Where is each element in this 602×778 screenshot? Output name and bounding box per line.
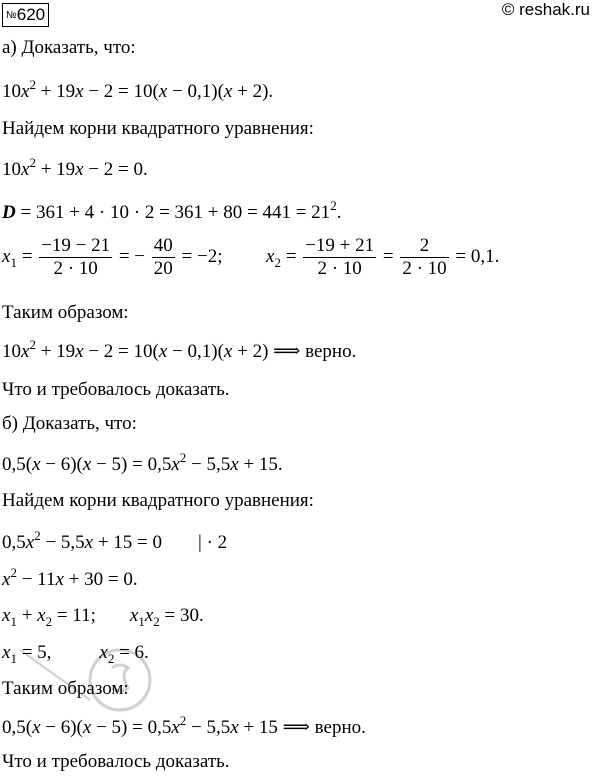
problem-number: 620: [16, 5, 46, 24]
part-b-thus: Таким образом:: [2, 678, 129, 699]
part-b-equation: $0,5x^2 - 5,5x + 15 = 0$ | · 2: [2, 528, 228, 553]
part-b-find-roots: Найдем корни квадратного уравнения:: [2, 490, 314, 511]
part-a-intro: а) Доказать, что:: [2, 37, 136, 58]
x1-fraction-simplified: $\frac{40}{20}$: [153, 235, 173, 280]
discriminant-symbol: D: [2, 202, 16, 223]
part-b-conclusion: $0,5(x - 6)(x - 5) = 0,5x^2 - 5,5x + 15$ ⟹ верно.: [2, 713, 366, 738]
number-sign: №: [6, 10, 17, 21]
part-b-reduced-equation: $x^2 - 11x + 30 = 0$.: [2, 565, 138, 590]
part-b-intro: б) Доказать, что:: [2, 413, 137, 434]
part-b-vieta: $x_1 + x_2 = 11$; $x_1x_2 = 30$.: [2, 605, 204, 629]
watermark-logo: [10, 620, 160, 720]
part-a-qed: Что и требовалось доказать.: [2, 379, 230, 400]
part-a-claim: $10x^2 + 19x - 2 = 10(x - 0,1)(x + 2)$.: [2, 77, 274, 102]
part-a-equation: $10x^2 + 19x - 2 = 0$.: [2, 155, 148, 180]
part-a-roots: $x_1$ = $\frac{-19 - 21}{2 \cdot 10}$ = − $\frac{40}{20}$ = −2; $x_2$ = $\frac{-19 + 21}{2 \cdot 10}$ = $\frac{2}{2 \cdot 10}$ = 0,1.: [2, 235, 500, 280]
part-a-thus: Таким образом:: [2, 302, 129, 323]
source-credit: © reshak.ru: [501, 0, 590, 19]
problem-number-badge: [2, 3, 49, 27]
part-a-conclusion: $10x^2 + 19x - 2 = 10(x - 0,1)(x + 2)$ ⟹ верно.: [2, 337, 357, 362]
part-b-claim: $0,5(x - 6)(x - 5) = 0,5x^2 - 5,5x + 15$.: [2, 450, 283, 475]
part-a-find-roots: Найдем корни квадратного уравнения:: [2, 118, 314, 139]
x1-fraction: $\frac{-19 - 21}{2 \cdot 10}$: [41, 235, 111, 280]
part-a-discriminant: $D = 361 + 4 \cdot 10 \cdot 2 = 361 + 80 = 441 = 21^2$.: [2, 198, 342, 223]
x2-fraction: $\frac{-19 + 21}{2 \cdot 10}$: [305, 235, 375, 280]
x2-fraction-simplified: $\frac{2}{2 \cdot 10}$: [402, 235, 447, 280]
part-b-qed: Что и требовалось доказать.: [2, 751, 230, 772]
part-b-roots: $x_1 = 5$, $x_2 = 6$.: [2, 642, 149, 666]
